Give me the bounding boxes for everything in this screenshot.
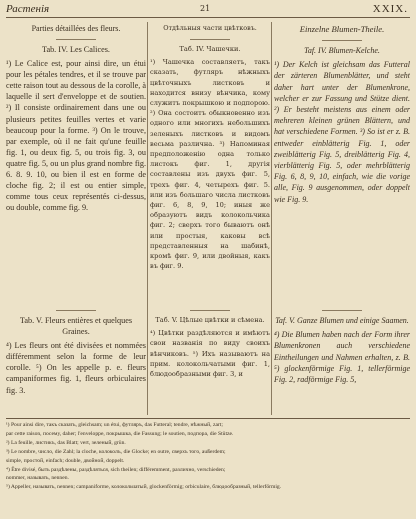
section-heading-kelche: Taf. IV. Blumen-Kelche. (304, 46, 380, 55)
text-calices: ¹) Le Calice est, pour ainsi dire, un étui pour les pétales tendres, et il se trouve par cette raison tout au dessous de la corolle, à laquelle il sert d'enveloppe et de soutien. ²) Il consiste ordinairement dans une ou plusieurs petites feuilles vertes et varie beaucoup pour la forme. ³) On le trouve, par exemple, où il ne fait qu'une feuille fig. 1, ou deux fig. 5, ou trois fig. 3, ou quatre fig. 5, ou un plus grand nombre fig. 6. 8. 9. 10, ou bien il est en forme de cloche fig. 2; il est ou entier simple, comme tous ceux représentés ci-dessus, ou double, comme fig. 9. (6, 59, 146, 213)
french-column (6, 22, 146, 415)
section-heading-tsvetki: Таб. V. Цѣлые цвѣтки и сѣмена. (155, 316, 265, 324)
section-heading-chashechki: Таб. IV. Чашечки. (179, 45, 241, 53)
section-rule (56, 310, 96, 311)
section-rule (190, 310, 230, 311)
section-heading-calices: Tab. IV. Les Calices. (42, 45, 110, 54)
footnote-line: simple, простой, einfach; double, двойной, doppelt. (6, 457, 125, 464)
section-heading-fleurs: Tab. V. Fleurs entières et quelques Graines. (19, 316, 133, 337)
text-blumen: ⁴) Die Blumen haben nach der Form ihrer Blumenkronen auch verschiedene Eintheilungen und Nahmen erhalten, z. B. ⁵) glockenförmige Fig. 1, tellerförmige Fig. 2, radförmige Fig. 5, (274, 330, 410, 385)
title-rule (56, 39, 96, 40)
title-rule (190, 39, 230, 40)
text-fleurs: ⁴) Les fleurs ont été divisées et nommées différemment selon la forme de leur corolle. ⁵) On les appelle p. e. fleurs campaniformes fig. 1, fleurs orbiculaires fig. 3. (6, 341, 146, 395)
running-header-left: Растенія (6, 3, 50, 15)
footnote-line: ¹) Pour ainsi dire, такъ сказать, gleichsam; un étui, футляръ, das Futteral; tendre, нѣжный, zart; (6, 422, 223, 428)
footnote-line: ⁴) Être divisé, быть раздѣлены, раздѣляться, sich theilen; différemment, различно, verschieden; (6, 466, 226, 473)
column-divider (147, 22, 148, 415)
footnote-rule (6, 418, 410, 419)
part-title-french: Parties détaillées des fleurs. (31, 24, 121, 33)
text-tsvetki: ⁴) Цвѣтки раздѣляются и имѣютъ свои названія по виду своихъ вѣнчиковъ. ⁵) Ихъ называютъ на прим. колокольчатыми фиг. 1, блюдообразными фиг. 3, и (150, 329, 270, 379)
footnote-line: nommer, называть, nennen. (6, 475, 69, 482)
text-kelche: ¹) Der Kelch ist gleichsam das Futteral der zärteren Blumenblätter, und steht daher hart unter der Blumenkrone, welcher er zur Fassung und Stütze dient. ²) Er besteht meistens aus einem oder mehreren kleinen grünen Blättern, und hat verschiedene Formen. ³) So ist er z. B. entweder einblätterig Fig. 1, oder zweiblätterig Fig. 5, dreiblätterig Fig. 4, vierblätterig Fig. 5, oder mehrblätterig Fig. 6, 8, 9, 10, einfach, wie die vorige alle, Fig. 9 ausgenommen, oder doppelt wie Fig. 9. (274, 60, 410, 204)
part-title-russian: Отдѣльныя части цвѣтковъ. (163, 24, 257, 32)
footnote-line: par cette raison, посему, daher; l'enveloppe, покрышка, die Fassung; le soutien, подпора, die Stütze. (6, 430, 234, 437)
footnote-line: ³) Le nombre, число, die Zahl; la cloche, колоколъ, die Glocke; en outre, сверхъ того, außerdem; (6, 448, 226, 455)
russian-column (150, 22, 270, 415)
running-header-right: XXIX. (372, 3, 408, 15)
page-number: 21 (200, 4, 211, 13)
section-heading-blumen: Taf. V. Ganze Blumen und einige Saamen. (275, 316, 409, 325)
title-rule (322, 40, 362, 41)
header-rule (6, 17, 410, 18)
german-column (274, 22, 410, 415)
column-divider (271, 22, 272, 415)
footnote-line: ²) La feuille, листикъ, das Blatt; vert, зеленый, grün. (6, 439, 126, 446)
footnotes (6, 421, 410, 492)
section-rule (322, 310, 362, 311)
footnote-line: ⁵) Appeller, называть, nennen; campaniforme, колокольчатый, glockenförmig; orbiculaire, блюдообразный, tellerförmig. (6, 484, 282, 491)
part-title-german: Einzelne Blumen-Theile. (299, 24, 385, 34)
text-chashechki: ¹) Чашечка составляетъ, такъ сказать, футляръ нѣжныхъ цвѣточныхъ листковъ и находится внизу вѣнчика, кому служитъ покрышкою и подпорою. ²) Она состоитъ обыкновенно изъ одного или многихъ небольшихъ зеленыхъ листковъ и видомъ весьма различна. ³) Напоминая предположенію одна только листокъ фиг. 1, другія составлены изъ двухъ фиг. 5, трехъ фиг. 4, четырехъ фиг. 5. или изъ большаго числа листковъ фиг. 6, 8, 9, 10; иныя же образуютъ видъ колокольчика фиг. 2; сверхъ того бываютъ онѣ или простыя, каковы всѣ представленныя на шабинѣ, кромѣ фиг. 9, или двойныя, какъ въ фиг. 9. (150, 58, 270, 271)
